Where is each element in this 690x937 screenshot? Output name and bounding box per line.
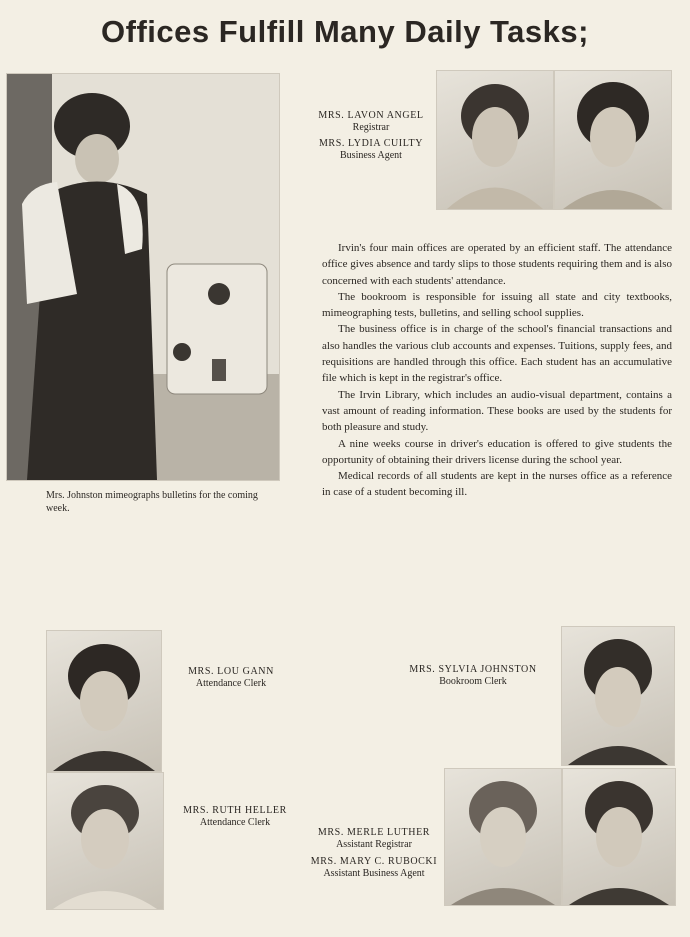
portrait-ruth-heller: [46, 772, 164, 910]
staff-role: Business Agent: [340, 150, 402, 161]
portrait-lou-gann: [46, 630, 162, 772]
staff-role: Attendance Clerk: [199, 817, 271, 828]
staff-role: Registrar: [352, 122, 390, 133]
body-paragraph: Medical records of all students are kept in the nurses office as a reference in case of a student becoming ill.: [322, 470, 672, 499]
staff-name: MRS. LYDIA CUILTY: [318, 138, 424, 149]
main-photo-caption: Mrs. Johnston mimeographs bulletins for the coming week.: [46, 490, 258, 514]
body-paragraph: Irvin's four main offices are operated by an efficient staff. The attendance office gives absence and tardy slips to those students requiring them and is also concerned with each students' attendance.: [322, 242, 672, 287]
staff-name: MRS. SYLVIA JOHNSTON: [409, 664, 537, 675]
staff-label-rubocki: [296, 856, 452, 880]
staff-role: Assistant Business Agent: [323, 868, 425, 879]
body-paragraph: The bookroom is responsible for issuing all state and city textbooks, mimeographing tests, bulletins, and selling school supplies.: [322, 290, 672, 320]
portrait-merle-luther: [444, 768, 562, 906]
staff-role: Attendance Clerk: [195, 678, 267, 689]
staff-name: MRS. LAVON ANGEL: [318, 110, 424, 121]
portrait-mary-rubocki: [562, 768, 676, 906]
staff-name: MRS. MERLE LUTHER: [317, 827, 431, 838]
staff-label-johnston: [398, 664, 548, 688]
staff-role: Bookroom Clerk: [439, 676, 507, 687]
staff-role: Assistant Registrar: [336, 839, 412, 850]
staff-label-gann: [166, 666, 296, 690]
portrait-lavon-angel: [436, 70, 554, 210]
staff-name: MRS. RUTH HELLER: [183, 805, 287, 816]
body-paragraph: The Irvin Library, which includes an audio-visual department, contains a vast amount of reading information. These books are used by the students for both pleasure and study.: [322, 388, 672, 434]
body-text: [322, 240, 672, 501]
staff-label-heller: [170, 805, 300, 829]
staff-label-luther: [300, 827, 448, 851]
body-paragraph: The business office is in charge of the school's financial transactions and also handles the various club accounts and expenses. Tuitions, supply fees, and requisitions are handled through this office. Each student has an accumulative file which is kept in the registrar's office.: [322, 323, 672, 385]
staff-label-cuilty: [296, 138, 446, 162]
page-title: Offices Fulfill Many Daily Tasks;: [101, 14, 589, 49]
body-paragraph: A nine weeks course in driver's education is offered to give students the opportunity of obtaining their drivers license during the school year.: [322, 437, 672, 466]
portrait-lydia-cuilty: [554, 70, 672, 210]
staff-name: MRS. MARY C. RUBOCKI: [310, 856, 438, 867]
main-photo: [6, 73, 280, 481]
staff-label-angel: [296, 110, 446, 134]
staff-name: MRS. LOU GANN: [188, 666, 274, 677]
portrait-sylvia-johnston: [561, 626, 675, 766]
